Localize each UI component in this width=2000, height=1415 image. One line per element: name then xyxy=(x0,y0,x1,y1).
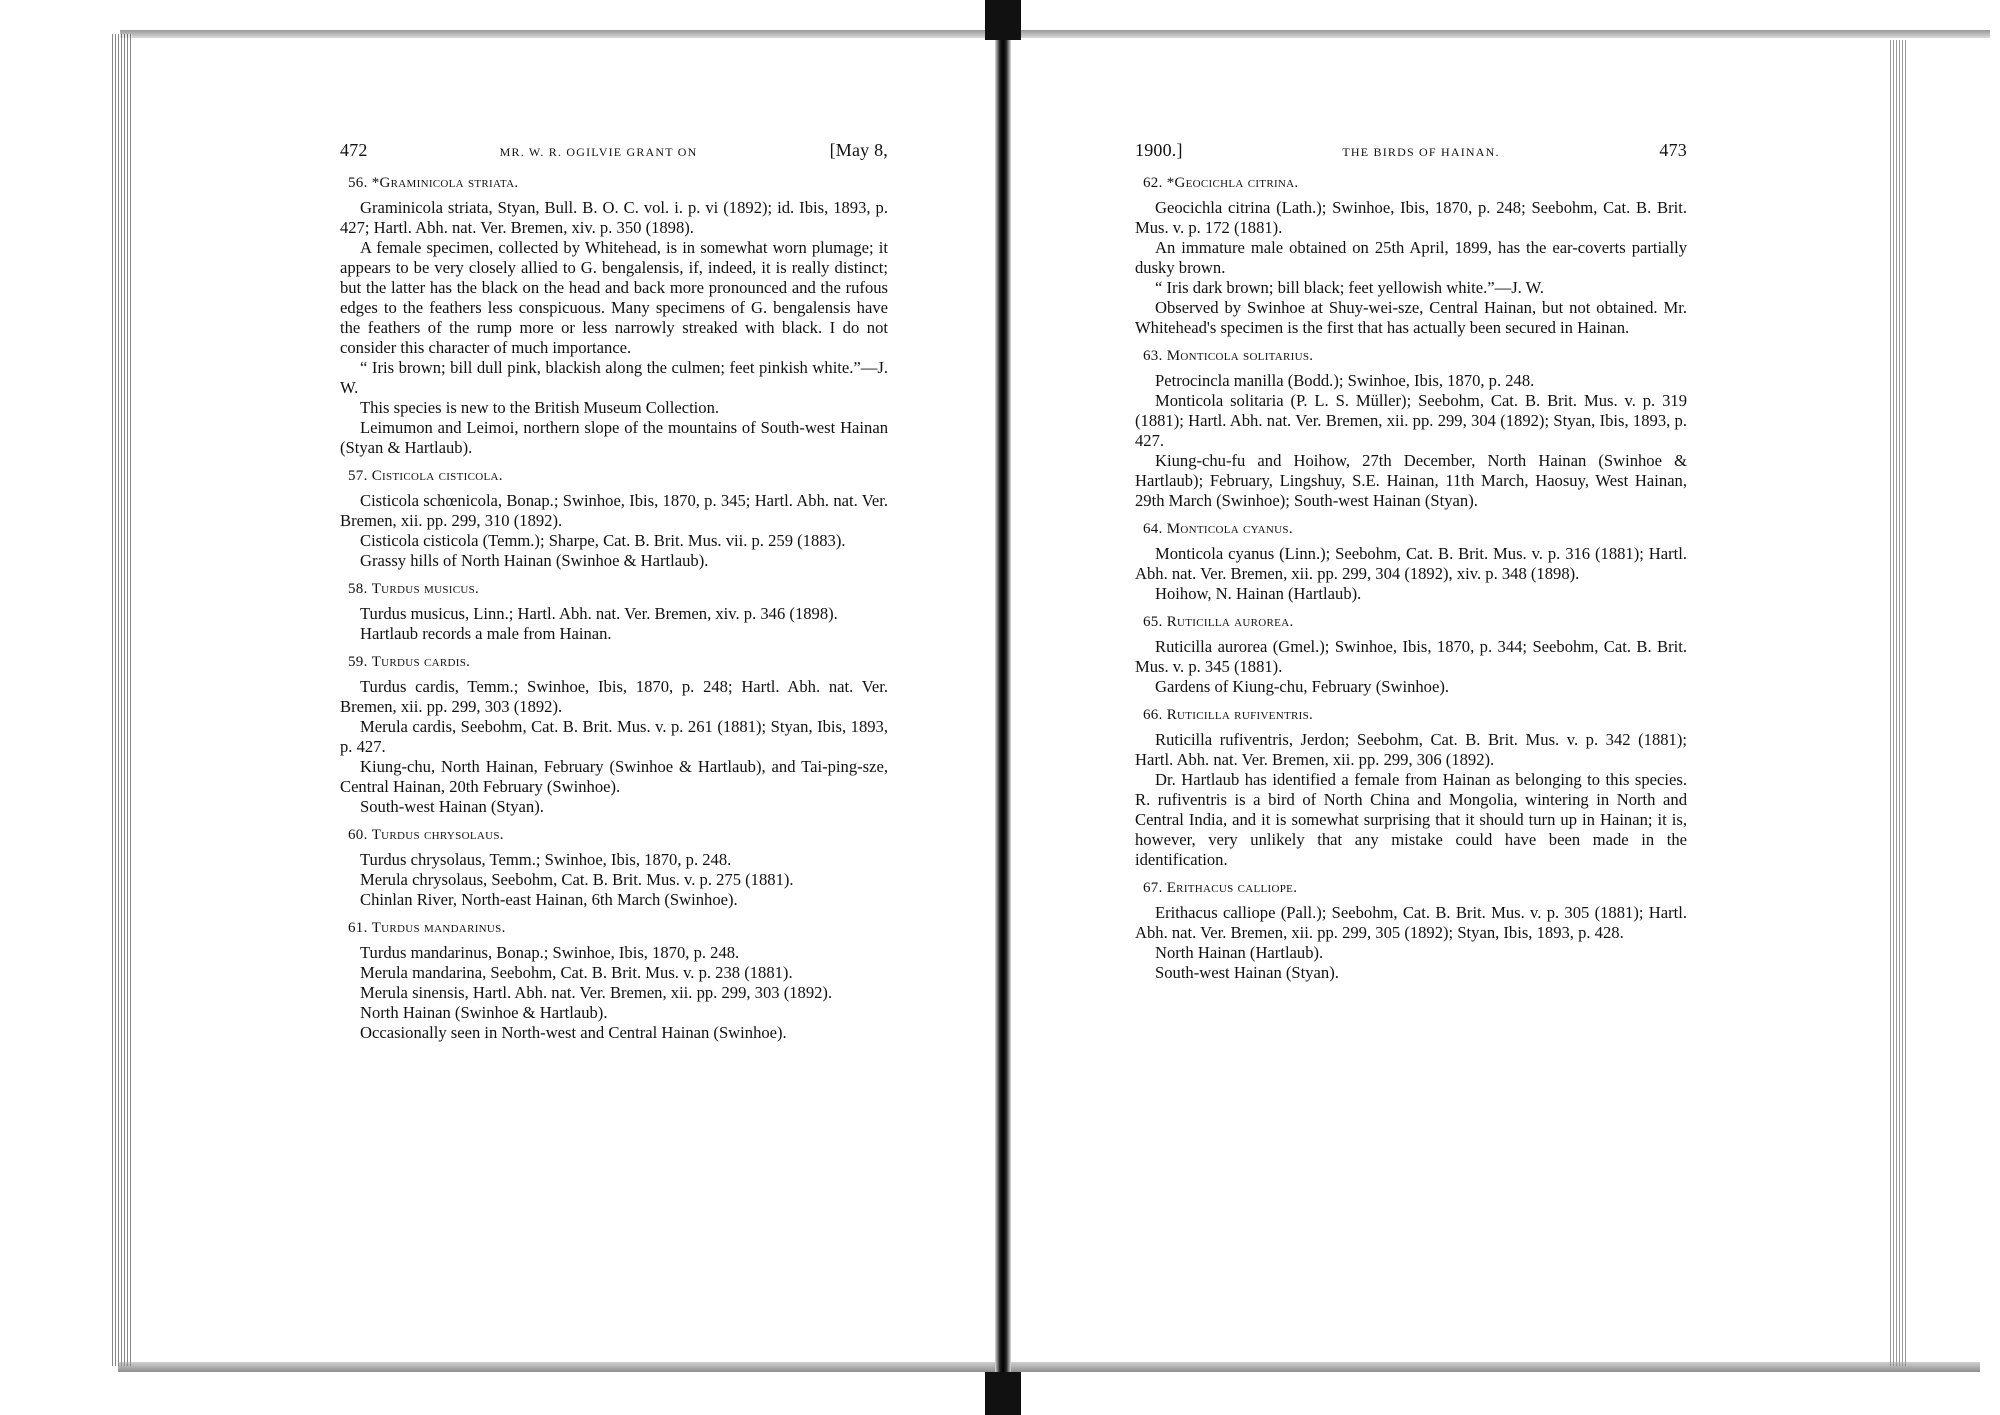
entry-paragraph: Occasionally seen in North-west and Central Hainan (Swinhoe). xyxy=(360,1023,787,1042)
entry-paragraph: Turdus mandarinus, Bonap.; Swinhoe, Ibis, 1870, p. 248. xyxy=(360,943,740,962)
right-page-number: 473 xyxy=(1659,140,1687,160)
species-entry xyxy=(340,175,888,458)
entry-paragraph: South-west Hainan (Styan). xyxy=(1155,963,1339,982)
entry-paragraph: Monticola cyanus (Linn.); Seebohm, Cat. B. Brit. Mus. v. p. 316 (1881); Hartl. Abh. nat. Ver. Bremen, xii. pp. 299, 304 (1892), xiv. p. 348 (1898). xyxy=(1135,544,1687,583)
entry-paragraph: Ruticilla aurorea (Gmel.); Swinhoe, Ibis, 1870, p. 344; Seebohm, Cat. B. Brit. Mus. v. p. 345 (1881). xyxy=(1135,637,1687,676)
gutter-shadow-bottom xyxy=(985,1372,1021,1415)
entry-paragraph: Turdus chrysolaus, Temm.; Swinhoe, Ibis, 1870, p. 248. xyxy=(360,850,732,869)
entry-paragraph: Observed by Swinhoe at Shuy-wei-sze, Central Hainan, but not obtained. Mr. Whitehead's specimen is the first that has actually been secured in Hainan. xyxy=(1135,298,1687,337)
entry-paragraph: “ Iris brown; bill dull pink, blackish along the culmen; feet pinkish white.”—J. W. xyxy=(340,358,888,397)
species-entry xyxy=(340,654,888,817)
right-running-head xyxy=(1135,140,1687,161)
entry-paragraph: Grassy hills of North Hainan (Swinhoe & Hartlaub). xyxy=(360,551,709,570)
entry-paragraph: Merula chrysolaus, Seebohm, Cat. B. Brit. Mus. v. p. 275 (1881). xyxy=(360,870,794,889)
species-entry xyxy=(1135,707,1687,870)
left-page-number: 472 xyxy=(340,140,368,160)
entry-heading: 67. Erithacus calliope. xyxy=(1143,880,1298,896)
right-page-stack-edge xyxy=(1888,40,1906,1366)
entry-heading: 56. *Graminicola striata. xyxy=(348,175,519,191)
entry-paragraph: Hoihow, N. Hainan (Hartlaub). xyxy=(1155,584,1362,603)
entry-paragraph: Chinlan River, North-east Hainan, 6th March (Swinhoe). xyxy=(360,890,738,909)
left-page xyxy=(340,140,888,1053)
entry-paragraph: Petrocincla manilla (Bodd.); Swinhoe, Ibis, 1870, p. 248. xyxy=(1155,371,1535,390)
species-entry xyxy=(340,920,888,1043)
entry-paragraph: Merula mandarina, Seebohm, Cat. B. Brit. Mus. v. p. 238 (1881). xyxy=(360,963,793,982)
entry-paragraph: Cisticola cisticola (Temm.); Sharpe, Cat. B. Brit. Mus. vii. p. 259 (1883). xyxy=(360,531,846,550)
right-running-date: 1900.] xyxy=(1135,140,1183,160)
left-running-date: [May 8, xyxy=(829,140,888,160)
entry-paragraph: Kiung-chu-fu and Hoihow, 27th December, North Hainan (Swinhoe & Hartlaub); February, Lingshuy, S.E. Hainan, 11th March, Haosuy, West Hainan, 29th March (Swinhoe); South-west Hainan (Styan). xyxy=(1135,451,1687,510)
left-running-title: MR. W. R. OGILVIE GRANT ON xyxy=(499,145,698,159)
right-running-title: THE BIRDS OF HAINAN. xyxy=(1342,145,1500,159)
entry-heading: 64. Monticola cyanus. xyxy=(1143,521,1293,537)
species-entry xyxy=(1135,614,1687,697)
left-page-stack-edge xyxy=(112,34,132,1366)
entry-heading: 63. Monticola solitarius. xyxy=(1143,348,1314,364)
entry-paragraph: Graminicola striata, Styan, Bull. B. O. C. vol. i. p. vi (1892); id. Ibis, 1893, p. 427; Hartl. Abh. nat. Ver. Bremen, xiv. p. 350 (1898). xyxy=(340,198,888,237)
entry-heading: 61. Turdus mandarinus. xyxy=(348,920,506,936)
entry-heading: 62. *Geocichla citrina. xyxy=(1143,175,1299,191)
entry-paragraph: This species is new to the British Museum Collection. xyxy=(360,398,720,417)
entry-paragraph: A female specimen, collected by Whitehead, is in somewhat worn plumage; it appears to be very closely allied to G. bengalensis, if, indeed, it is really distinct; but the latter has the black on the head and back more pronounced and the rufous edges to the feathers less conspicuous. Many specimens of G. bengalensis have the feathers of the rump more or less narrowly streaked with black. I do not consider this character of much importance. xyxy=(340,238,888,357)
species-entry xyxy=(1135,348,1687,511)
entry-heading: 59. Turdus cardis. xyxy=(348,654,471,670)
species-entry xyxy=(340,581,888,644)
entry-heading: 60. Turdus chrysolaus. xyxy=(348,827,504,843)
entry-paragraph: Monticola solitaria (P. L. S. Müller); Seebohm, Cat. B. Brit. Mus. v. p. 319 (1881); Hartl. Abh. nat. Ver. Bremen, xii. pp. 299, 304 (1892); Styan, Ibis, 1893, p. 427. xyxy=(1135,391,1687,450)
entry-heading: 58. Turdus musicus. xyxy=(348,581,480,597)
gutter-shadow-top xyxy=(985,0,1021,40)
entry-paragraph: Geocichla citrina (Lath.); Swinhoe, Ibis, 1870, p. 248; Seebohm, Cat. B. Brit. Mus. v. p. 172 (1881). xyxy=(1135,198,1687,237)
entry-paragraph: “ Iris dark brown; bill black; feet yellowish white.”—J. W. xyxy=(1155,278,1544,297)
species-entry xyxy=(340,827,888,910)
right-page xyxy=(1135,140,1687,993)
species-entry xyxy=(340,468,888,571)
left-running-head xyxy=(340,140,888,161)
entry-paragraph: Turdus cardis, Temm.; Swinhoe, Ibis, 1870, p. 248; Hartl. Abh. nat. Ver. Bremen, xii. pp. 299, 303 (1892). xyxy=(340,677,888,716)
entry-paragraph: Dr. Hartlaub has identified a female from Hainan as belonging to this species. R. rufiventris is a bird of North China and Mongolia, wintering in North and Central India, and it is somewhat surprising that it should turn up in Hainan; it is, however, very unlikely that any mistake could have been made in the identification. xyxy=(1135,770,1687,869)
entry-heading: 65. Ruticilla aurorea. xyxy=(1143,614,1294,630)
book-top-edge xyxy=(120,30,1990,38)
book-bottom-edge xyxy=(118,1362,1980,1372)
species-entry xyxy=(1135,521,1687,604)
entry-heading: 57. Cisticola cisticola. xyxy=(348,468,503,484)
entry-paragraph: South-west Hainan (Styan). xyxy=(360,797,544,816)
entry-paragraph: Turdus musicus, Linn.; Hartl. Abh. nat. Ver. Bremen, xiv. p. 346 (1898). xyxy=(360,604,838,623)
entry-paragraph: North Hainan (Hartlaub). xyxy=(1155,943,1324,962)
species-entry xyxy=(1135,175,1687,338)
entry-heading: 66. Ruticilla rufiventris. xyxy=(1143,707,1314,723)
species-entry xyxy=(1135,880,1687,983)
entry-paragraph: North Hainan (Swinhoe & Hartlaub). xyxy=(360,1003,608,1022)
entry-paragraph: Merula sinensis, Hartl. Abh. nat. Ver. Bremen, xii. pp. 299, 303 (1892). xyxy=(360,983,833,1002)
entry-paragraph: Ruticilla rufiventris, Jerdon; Seebohm, Cat. B. Brit. Mus. v. p. 342 (1881); Hartl. Abh. nat. Ver. Bremen, xii. pp. 299, 306 (1892). xyxy=(1135,730,1687,769)
entry-paragraph: Gardens of Kiung-chu, February (Swinhoe). xyxy=(1155,677,1450,696)
entry-paragraph: Leimumon and Leimoi, northern slope of the mountains of South-west Hainan (Styan & Hartlaub). xyxy=(340,418,888,457)
entry-paragraph: An immature male obtained on 25th April, 1899, has the ear-coverts partially dusky brown. xyxy=(1135,238,1687,277)
entry-paragraph: Cisticola schœnicola, Bonap.; Swinhoe, Ibis, 1870, p. 345; Hartl. Abh. nat. Ver. Bremen, xii. pp. 299, 310 (1892). xyxy=(340,491,888,530)
entry-paragraph: Merula cardis, Seebohm, Cat. B. Brit. Mus. v. p. 261 (1881); Styan, Ibis, 1893, p. 427. xyxy=(340,717,888,756)
book-gutter xyxy=(995,0,1011,1415)
entry-paragraph: Hartlaub records a male from Hainan. xyxy=(360,624,612,643)
entry-paragraph: Kiung-chu, North Hainan, February (Swinhoe & Hartlaub), and Tai-ping-sze, Central Hainan, 20th February (Swinhoe). xyxy=(340,757,888,796)
entry-paragraph: Erithacus calliope (Pall.); Seebohm, Cat. B. Brit. Mus. v. p. 305 (1881); Hartl. Abh. nat. Ver. Bremen, xii. pp. 299, 305 (1892); Styan, Ibis, 1893, p. 428. xyxy=(1135,903,1687,942)
